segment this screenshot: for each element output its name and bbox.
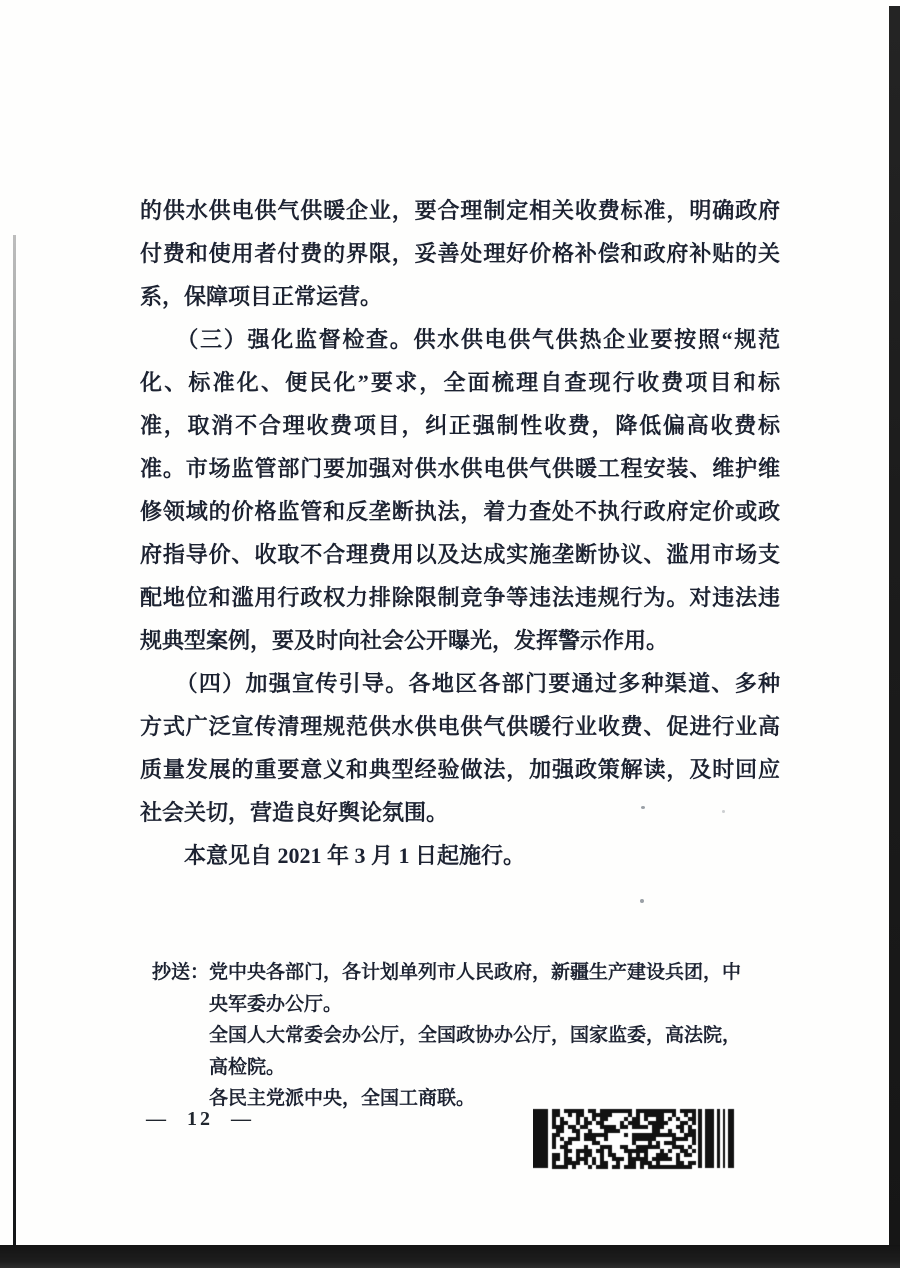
cc-block <box>152 957 832 1115</box>
text-line: 全国人大常委会办公厅，全国政协办公厅，国家监委，高法院， <box>209 1025 742 1046</box>
document-body-text <box>140 189 780 877</box>
cc-first-line <box>152 957 832 989</box>
text-line: 准，取消不合理收费项目，纠正强制性收费，降低偏高收费标 <box>140 413 780 438</box>
cc-first-line-text: 党中央各部门，各计划单列市人民政府，新疆生产建设兵团，中 <box>209 962 742 983</box>
scan-speck <box>641 806 645 809</box>
text-line: 府指导价、收取不合理费用以及达成实施垄断协议、滥用市场支 <box>140 542 780 567</box>
scan-bottom-edge-band <box>0 1245 900 1268</box>
barcode-image <box>533 1107 737 1170</box>
text-line: 本意见自 2021 年 3 月 1 日起施行。 <box>140 843 526 868</box>
text-line: （三）强化监督检查。供水供电供气供热企业要按照“规范 <box>140 327 780 352</box>
text-line: 质量发展的重要意义和典型经验做法，加强政策解读，及时回应 <box>140 757 780 782</box>
text-line: 的供水供电供气供暖企业，要合理制定相关收费标准，明确政府 <box>140 198 780 223</box>
text-line: 高检院。 <box>209 1056 286 1078</box>
scan-left-edge-line <box>13 235 16 1245</box>
text-line: 配地位和滥用行政权力排除限制竞争等违法违规行为。对违法违 <box>140 585 780 610</box>
text-line: 规典型案例，要及时向社会公开曝光，发挥警示作用。 <box>140 628 669 653</box>
text-line: 准。市场监管部门要加强对供水供电供气供暖工程安装、维护维 <box>140 456 780 481</box>
text-line: 修领域的价格监管和反垄断执法，着力查处不执行政府定价或政 <box>140 499 780 524</box>
text-line: （四）加强宣传引导。各地区各部门要通过多种渠道、多种 <box>140 671 780 696</box>
text-line: 方式广泛宣传清理规范供水供电供气供暖行业收费、促进行业高 <box>140 714 780 739</box>
cc-label: 抄送： <box>152 962 210 983</box>
scan-speck <box>640 899 644 903</box>
page-number: — 12 — <box>146 1108 254 1130</box>
text-line: 付费和使用者付费的界限，妥善处理好价格补偿和政府补贴的关 <box>140 241 780 266</box>
text-line: 央军委办公厅。 <box>209 993 343 1015</box>
cc-continuation-lines <box>209 989 832 1115</box>
scan-right-edge-band <box>889 6 900 1268</box>
text-line: 社会关切，营造良好舆论氛围。 <box>140 800 449 825</box>
scan-speck <box>722 810 725 813</box>
text-line: 系，保障项目正常运营。 <box>140 284 383 309</box>
text-line: 化、标准化、便民化”要求，全面梳理自查现行收费项目和标 <box>140 370 780 395</box>
text-line: 各民主党派中央，全国工商联。 <box>209 1088 476 1109</box>
